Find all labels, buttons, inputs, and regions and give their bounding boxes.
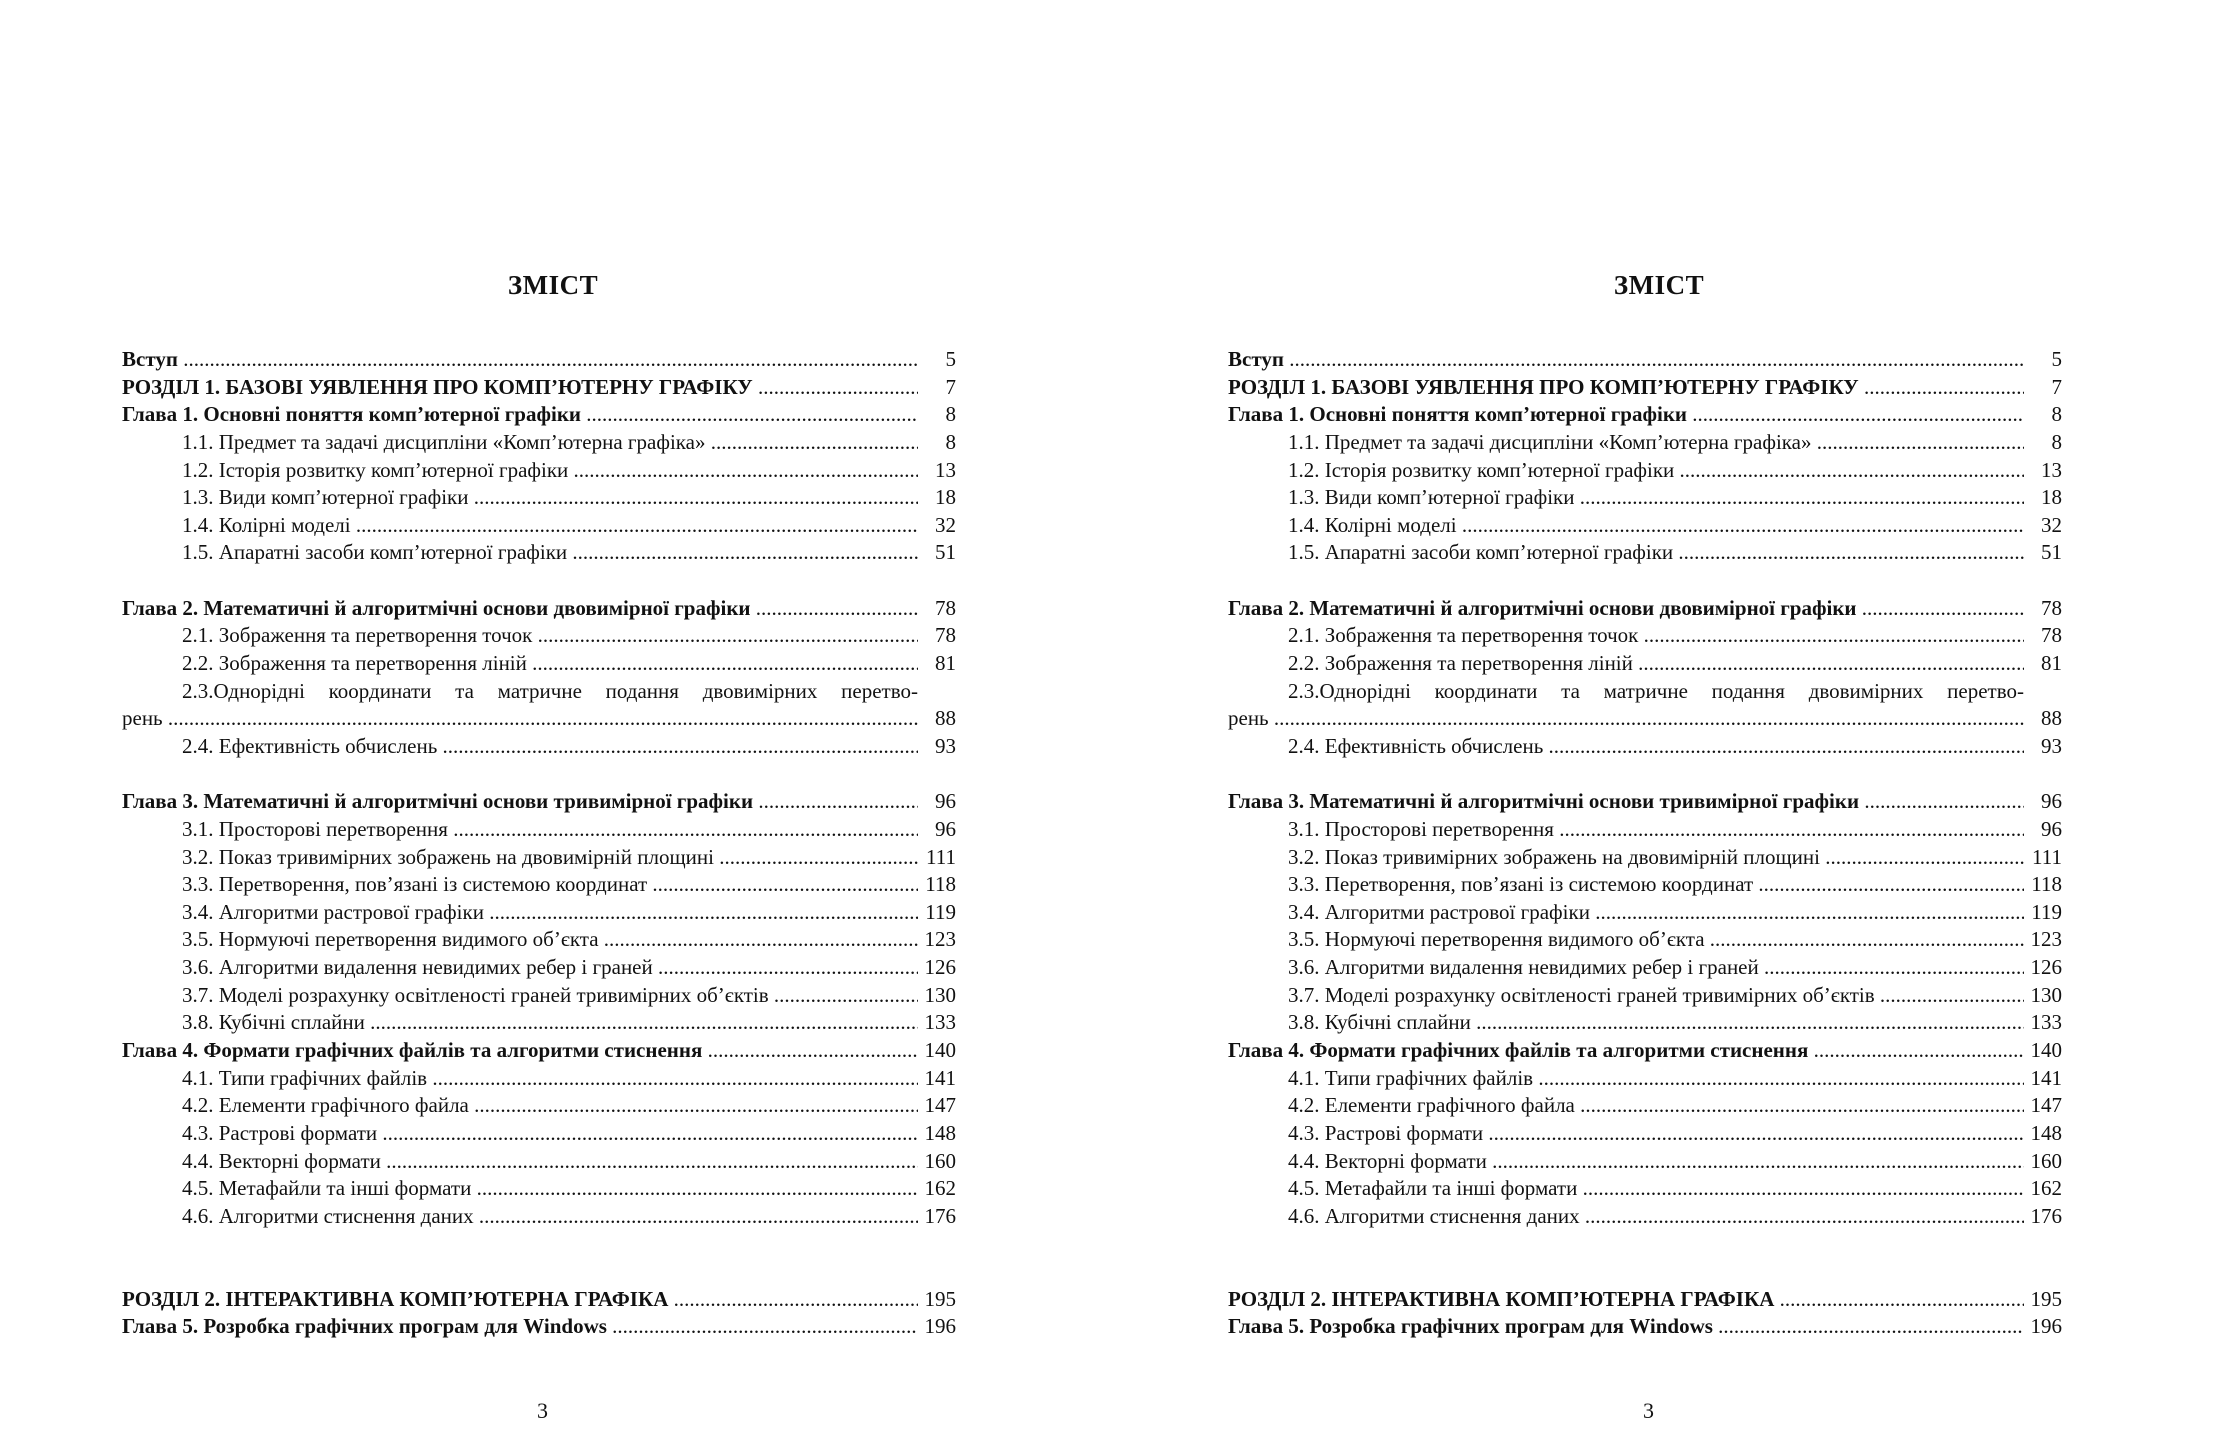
toc-entry-title: 1.4. Колірні моделі ..... bbox=[182, 512, 918, 540]
toc-entry-title: 4.2. Елементи графічного файла ..... bbox=[1288, 1092, 2024, 1120]
toc-entry bbox=[1228, 816, 2062, 844]
toc-entry bbox=[1228, 871, 2062, 899]
toc-entry-page: 140 bbox=[924, 1038, 956, 1063]
toc-entry-title: Глава 4. Формати графічних файлів та алгоритми стиснення ..... bbox=[1228, 1037, 2024, 1065]
toc-entry bbox=[1228, 1313, 2062, 1341]
page-right bbox=[1106, 0, 2212, 1449]
toc-spacer bbox=[1228, 567, 2062, 595]
toc-entry-title: 3.4. Алгоритми растрової графіки ..... bbox=[182, 899, 918, 927]
toc-entry-page: 8 bbox=[2051, 429, 2062, 454]
toc-entry-title: 3.5. Нормуючі перетворення видимого об’єкта ..... bbox=[182, 926, 918, 954]
toc-entry-page: 7 bbox=[945, 374, 956, 399]
toc-entry-page: 147 bbox=[924, 1093, 956, 1118]
toc-entry-page: 130 bbox=[2030, 982, 2062, 1007]
toc-entry bbox=[122, 1009, 956, 1037]
toc-entry-title: 3.3. Перетворення, пов’язані із системою координат ..... bbox=[182, 871, 918, 899]
toc-entry bbox=[1228, 733, 2062, 761]
toc-entry bbox=[1228, 429, 2062, 457]
toc-entry bbox=[122, 401, 956, 429]
page-left bbox=[0, 0, 1106, 1449]
toc-entry bbox=[1228, 484, 2062, 512]
toc-entry bbox=[122, 457, 956, 485]
toc-entry-page: 51 bbox=[935, 540, 956, 565]
toc-entry-page: 18 bbox=[2041, 485, 2062, 510]
toc-entry-title: 3.8. Кубічні сплайни ..... bbox=[1288, 1009, 2024, 1037]
toc-entry-page: 96 bbox=[935, 789, 956, 814]
toc-entry-title: 4.6. Алгоритми стиснення даних ..... bbox=[182, 1203, 918, 1231]
toc-entry bbox=[122, 1092, 956, 1120]
toc-entry bbox=[1228, 1286, 2062, 1314]
toc-entry-title: 3.3. Перетворення, пов’язані із системою координат ..... bbox=[1288, 871, 2024, 899]
toc-entry bbox=[122, 539, 956, 567]
toc-entry bbox=[1228, 539, 2062, 567]
toc-entry bbox=[122, 1120, 956, 1148]
toc-entry-page: 133 bbox=[2030, 1010, 2062, 1035]
toc-spacer bbox=[1228, 761, 2062, 789]
toc-entry bbox=[1228, 788, 2062, 816]
toc-entry-page: 8 bbox=[2051, 402, 2062, 427]
toc-entry bbox=[122, 788, 956, 816]
toc-entry-title: Вступ ..... bbox=[122, 346, 918, 374]
toc-entry-page: 5 bbox=[945, 347, 956, 371]
toc-entry bbox=[1228, 346, 2062, 374]
toc-entry-title: Вступ ..... bbox=[1228, 346, 2024, 374]
toc-entry-title: 2.2. Зображення та перетворення ліній ..... bbox=[1288, 650, 2024, 678]
toc-entry-title: 3.4. Алгоритми растрової графіки ..... bbox=[1288, 899, 2024, 927]
toc-entry bbox=[122, 374, 956, 402]
toc-entry-title: Глава 3. Математичні й алгоритмічні основи тривимірної графіки ..... bbox=[122, 788, 918, 816]
toc-entry bbox=[1228, 512, 2062, 540]
toc-entry-page: 133 bbox=[924, 1010, 956, 1035]
toc-entry-title: Глава 3. Математичні й алгоритмічні основи тривимірної графіки ..... bbox=[1228, 788, 2024, 816]
toc-entry-page: 196 bbox=[924, 1314, 956, 1339]
toc-entry-title: Глава 2. Математичні й алгоритмічні основи двовимірної графіки ..... bbox=[122, 595, 918, 623]
toc-entry-title: 1.4. Колірні моделі ..... bbox=[1288, 512, 2024, 540]
toc-entry-title: 1.3. Види комп’ютерної графіки ..... bbox=[182, 484, 918, 512]
toc-entry-page: 78 bbox=[935, 595, 956, 620]
toc-entry bbox=[122, 926, 956, 954]
toc-entry bbox=[122, 982, 956, 1010]
toc-entry-page: 78 bbox=[2041, 623, 2062, 648]
toc-entry-page: 195 bbox=[924, 1286, 956, 1311]
toc-entry-title: 3.2. Показ тривимірних зображень на двовимірній площині ..... bbox=[1288, 844, 2024, 872]
toc-entry-page: 196 bbox=[2030, 1314, 2062, 1339]
toc-entry-title: 2.3.Однорідні координати та матричне подання двовимірних перетво- bbox=[182, 678, 918, 703]
toc-entry-title: 4.4. Векторні формати ..... bbox=[1288, 1148, 2024, 1176]
toc-entry bbox=[122, 346, 956, 374]
toc-entry-page: 7 bbox=[2051, 374, 2062, 399]
toc-entry bbox=[122, 899, 956, 927]
toc-entry bbox=[122, 844, 956, 872]
toc-entry-title: 3.7. Моделі розрахунку освітленості граней тривимірних об’єктів ..... bbox=[1288, 982, 2024, 1010]
toc-entry-title: 2.3.Однорідні координати та матричне подання двовимірних перетво- bbox=[1288, 678, 2024, 703]
toc-entry-page: 160 bbox=[924, 1148, 956, 1173]
toc-entry-page: 141 bbox=[924, 1065, 956, 1090]
toc-entry-title: Глава 1. Основні поняття комп’ютерної графіки ..... bbox=[122, 401, 918, 429]
toc-entry-title: рень ..... bbox=[1228, 705, 2024, 733]
toc-entry-page: 81 bbox=[935, 651, 956, 676]
toc-entry bbox=[122, 429, 956, 457]
toc-entry-page: 119 bbox=[925, 899, 956, 924]
toc-entry bbox=[122, 1286, 956, 1314]
toc-entry-page: 13 bbox=[2041, 457, 2062, 482]
toc-entry-title: 4.1. Типи графічних файлів ..... bbox=[1288, 1065, 2024, 1093]
toc-entry-title: Глава 5. Розробка графічних програм для Windows ..... bbox=[1228, 1313, 2024, 1341]
toc-entry-page: 123 bbox=[2030, 927, 2062, 952]
toc-entry bbox=[122, 1037, 956, 1065]
toc-entry-page: 88 bbox=[935, 706, 956, 731]
toc-entry-title: 4.2. Елементи графічного файла ..... bbox=[182, 1092, 918, 1120]
toc-entry bbox=[1228, 1203, 2062, 1231]
toc-entry-title: 1.5. Апаратні засоби комп’ютерної графіки ..... bbox=[182, 539, 918, 567]
toc-entry bbox=[122, 1313, 956, 1341]
toc-entry-page: 160 bbox=[2030, 1148, 2062, 1173]
toc-entry-title: 3.6. Алгоритми видалення невидимих ребер і граней ..... bbox=[1288, 954, 2024, 982]
toc-entry-page: 8 bbox=[945, 429, 956, 454]
toc-spacer bbox=[1228, 1231, 2062, 1286]
toc-entry-title: 3.2. Показ тривимірних зображень на двовимірній площині ..... bbox=[182, 844, 918, 872]
toc-entry bbox=[122, 1148, 956, 1176]
toc-entry-title: 4.4. Векторні формати ..... bbox=[182, 1148, 918, 1176]
toc-entry-page: 32 bbox=[2041, 512, 2062, 537]
toc-entry-page: 96 bbox=[2041, 789, 2062, 814]
toc-spacer bbox=[122, 761, 956, 789]
toc-entry bbox=[1228, 954, 2062, 982]
toc-entry-title: рень ..... bbox=[122, 705, 918, 733]
toc-entry bbox=[122, 954, 956, 982]
toc-entry bbox=[1228, 678, 2062, 706]
toc-entry bbox=[122, 1203, 956, 1231]
toc-entry-title: 1.3. Види комп’ютерної графіки ..... bbox=[1288, 484, 2024, 512]
toc-entry bbox=[1228, 844, 2062, 872]
toc-entry bbox=[122, 650, 956, 678]
toc-entry-title: 4.5. Метафайли та інші формати ..... bbox=[1288, 1175, 2024, 1203]
toc-entry bbox=[1228, 650, 2062, 678]
toc-entry-title: 4.1. Типи графічних файлів ..... bbox=[182, 1065, 918, 1093]
toc-entry-page: 126 bbox=[924, 955, 956, 980]
toc-entry-page: 88 bbox=[2041, 706, 2062, 731]
toc-entry-title: 4.3. Растрові формати ..... bbox=[1288, 1120, 2024, 1148]
toc-entry-page: 195 bbox=[2030, 1286, 2062, 1311]
toc-entry bbox=[1228, 1065, 2062, 1093]
toc-entry-page: 96 bbox=[2041, 816, 2062, 841]
toc-entry bbox=[1228, 1148, 2062, 1176]
toc-entry-page: 78 bbox=[2041, 595, 2062, 620]
toc-entry-title: 1.2. Історія розвитку комп’ютерної графіки ..... bbox=[182, 457, 918, 485]
toc-entry-page: 148 bbox=[2030, 1120, 2062, 1145]
toc-entry-title: Глава 4. Формати графічних файлів та алгоритми стиснення ..... bbox=[122, 1037, 918, 1065]
toc-entry bbox=[1228, 705, 2062, 733]
toc-entry-page: 18 bbox=[935, 485, 956, 510]
toc-entry-page: 126 bbox=[2030, 955, 2062, 980]
toc-entry bbox=[122, 871, 956, 899]
toc-entry-title: 1.1. Предмет та задачі дисципліни «Комп’ютерна графіка» ..... bbox=[182, 429, 918, 457]
toc-entry-title: 2.1. Зображення та перетворення точок ..... bbox=[1288, 622, 2024, 650]
toc-entry-title: 1.5. Апаратні засоби комп’ютерної графіки ..... bbox=[1288, 539, 2024, 567]
page-title: ЗМІСТ bbox=[507, 270, 599, 300]
toc-entry-title: 3.5. Нормуючі перетворення видимого об’єкта ..... bbox=[1288, 926, 2024, 954]
toc-entry-title: 1.1. Предмет та задачі дисципліни «Комп’ютерна графіка» ..... bbox=[1288, 429, 2024, 457]
toc-entry-title: РОЗДІЛ 1. БАЗОВІ УЯВЛЕННЯ ПРО КОМП’ЮТЕРНУ ГРАФІКУ ..... bbox=[122, 374, 918, 402]
toc-entry-title: 1.2. Історія розвитку комп’ютерної графіки ..... bbox=[1288, 457, 2024, 485]
toc-entry-page: 5 bbox=[2051, 347, 2062, 371]
toc-entry-title: Глава 2. Математичні й алгоритмічні основи двовимірної графіки ..... bbox=[1228, 595, 2024, 623]
toc-entry-page: 51 bbox=[2041, 540, 2062, 565]
toc-spacer bbox=[122, 1231, 956, 1286]
toc-entry-title: 3.1. Просторові перетворення ..... bbox=[182, 816, 918, 844]
toc-entry-page: 111 bbox=[2032, 844, 2062, 869]
toc-entry-title: 2.4. Ефективність обчислень ..... bbox=[1288, 733, 2024, 761]
toc-entry-page: 176 bbox=[2030, 1203, 2062, 1228]
toc-entry bbox=[1228, 1009, 2062, 1037]
toc-entry bbox=[1228, 982, 2062, 1010]
toc-entry-page: 147 bbox=[2030, 1093, 2062, 1118]
toc-entry-page: 78 bbox=[935, 623, 956, 648]
toc-entry bbox=[122, 705, 956, 733]
toc-entry-title: 4.5. Метафайли та інші формати ..... bbox=[182, 1175, 918, 1203]
toc-entry bbox=[1228, 374, 2062, 402]
toc-entry-page: 141 bbox=[2030, 1065, 2062, 1090]
toc-entry bbox=[1228, 1120, 2062, 1148]
toc-entry-title: 4.3. Растрові формати ..... bbox=[182, 1120, 918, 1148]
table-of-contents bbox=[1228, 346, 2062, 1341]
toc-entry bbox=[122, 816, 956, 844]
toc-entry-page: 8 bbox=[945, 402, 956, 427]
toc-entry-title: РОЗДІЛ 1. БАЗОВІ УЯВЛЕННЯ ПРО КОМП’ЮТЕРНУ ГРАФІКУ ..... bbox=[1228, 374, 2024, 402]
toc-entry-page: 148 bbox=[924, 1120, 956, 1145]
page-number: 3 bbox=[1643, 1398, 1654, 1423]
toc-entry-page: 140 bbox=[2030, 1038, 2062, 1063]
toc-entry-page: 176 bbox=[924, 1203, 956, 1228]
toc-entry-page: 162 bbox=[2030, 1176, 2062, 1201]
toc-entry bbox=[1228, 457, 2062, 485]
toc-entry-title: 3.6. Алгоритми видалення невидимих ребер і граней ..... bbox=[182, 954, 918, 982]
toc-entry-page: 118 bbox=[925, 872, 956, 897]
toc-entry-page: 162 bbox=[924, 1176, 956, 1201]
table-of-contents bbox=[122, 346, 956, 1341]
toc-entry-page: 111 bbox=[926, 844, 956, 869]
toc-entry-page: 119 bbox=[2031, 899, 2062, 924]
toc-spacer bbox=[122, 567, 956, 595]
toc-entry bbox=[1228, 926, 2062, 954]
toc-entry-page: 93 bbox=[935, 733, 956, 758]
toc-entry-page: 118 bbox=[2031, 872, 2062, 897]
toc-entry-page: 123 bbox=[924, 927, 956, 952]
toc-entry bbox=[1228, 1092, 2062, 1120]
toc-entry-title: Глава 5. Розробка графічних програм для Windows ..... bbox=[122, 1313, 918, 1341]
toc-entry bbox=[122, 622, 956, 650]
toc-entry-title: РОЗДІЛ 2. ІНТЕРАКТИВНА КОМП’ЮТЕРНА ГРАФІКА ..... bbox=[1228, 1286, 2024, 1314]
toc-entry bbox=[122, 512, 956, 540]
toc-entry-page: 13 bbox=[935, 457, 956, 482]
toc-entry-page: 32 bbox=[935, 512, 956, 537]
toc-entry-title: Глава 1. Основні поняття комп’ютерної графіки ..... bbox=[1228, 401, 2024, 429]
toc-entry bbox=[1228, 1037, 2062, 1065]
toc-entry-title: 3.7. Моделі розрахунку освітленості граней тривимірних об’єктів ..... bbox=[182, 982, 918, 1010]
toc-entry bbox=[1228, 622, 2062, 650]
toc-entry-title: 2.1. Зображення та перетворення точок ..... bbox=[182, 622, 918, 650]
toc-entry-page: 93 bbox=[2041, 733, 2062, 758]
toc-entry-title: 3.8. Кубічні сплайни ..... bbox=[182, 1009, 918, 1037]
toc-entry-title: РОЗДІЛ 2. ІНТЕРАКТИВНА КОМП’ЮТЕРНА ГРАФІКА ..... bbox=[122, 1286, 918, 1314]
toc-entry bbox=[122, 733, 956, 761]
toc-entry-title: 4.6. Алгоритми стиснення даних ..... bbox=[1288, 1203, 2024, 1231]
toc-entry bbox=[122, 678, 956, 706]
page-number: 3 bbox=[537, 1398, 548, 1423]
toc-entry-page: 81 bbox=[2041, 651, 2062, 676]
toc-entry bbox=[122, 484, 956, 512]
toc-entry bbox=[1228, 595, 2062, 623]
toc-entry-title: 2.4. Ефективність обчислень ..... bbox=[182, 733, 918, 761]
toc-entry-page: 130 bbox=[924, 982, 956, 1007]
toc-entry-page: 96 bbox=[935, 816, 956, 841]
toc-entry bbox=[1228, 401, 2062, 429]
toc-entry bbox=[122, 595, 956, 623]
toc-entry bbox=[1228, 1175, 2062, 1203]
toc-entry-title: 2.2. Зображення та перетворення ліній ..... bbox=[182, 650, 918, 678]
page-title: ЗМІСТ bbox=[1613, 270, 1705, 300]
toc-entry bbox=[122, 1065, 956, 1093]
toc-entry bbox=[122, 1175, 956, 1203]
toc-entry bbox=[1228, 899, 2062, 927]
toc-entry-title: 3.1. Просторові перетворення ..... bbox=[1288, 816, 2024, 844]
